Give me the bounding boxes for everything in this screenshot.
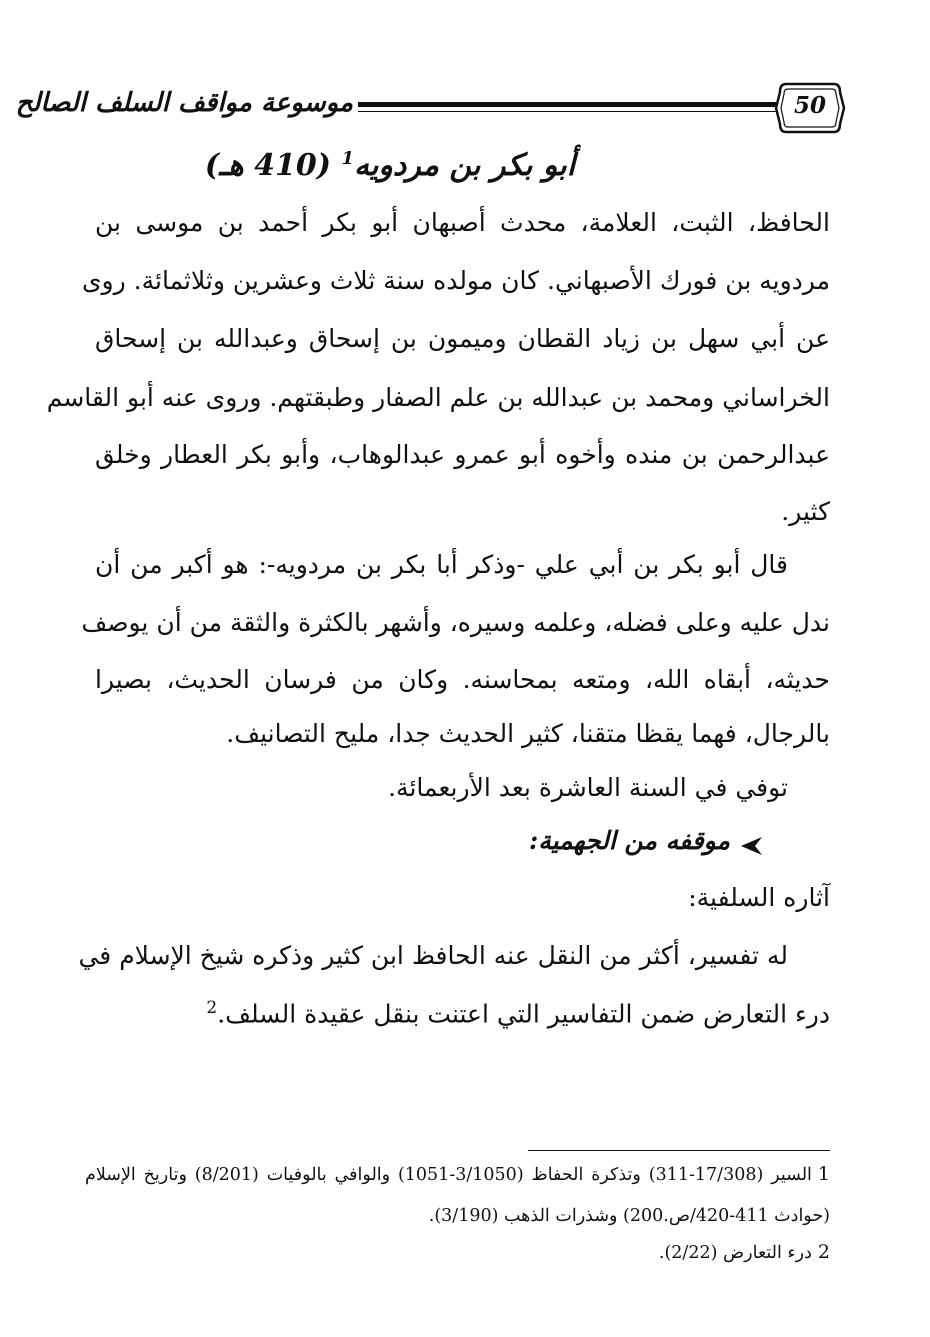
body-line: حديثه، أبقاه الله، ومتعه بمحاسنه. وكان من فرسان الحديث، بصيرا [95,665,830,694]
body-line: كثير. [781,497,830,526]
section-subheading: آثاره السلفية: [688,883,830,912]
entry-title-date: (410 هـ) [204,148,331,183]
body-line [95,999,830,1028]
entry-title [150,148,630,198]
header-rule-thick [358,102,776,107]
footnote-ref: 2 [206,998,218,1018]
body-line: بالرجال، فهما يقظا متقنا، كثير الحديث جدا، مليح التصانيف. [226,719,830,748]
title-footnote-ref: 1 [341,148,354,169]
footnote-continuation: (حوادث 411-420/ص.200) وشذرات الذهب (3/190). [428,1206,830,1226]
body-line-text: درء التعارض ضمن التفاسير التي اعتنت بنقل عقيدة السلف. [217,999,830,1029]
page-number: 50 [793,92,826,119]
footnote-separator [528,1150,830,1151]
body-line: عن أبي سهل بن زياد القطان وميمون بن إسحاق وعبدالله بن إسحاق [95,324,830,353]
entry-title-name: أبو بكر بن مردويه [353,148,576,183]
body-line: قال أبو بكر بن أبي علي -وذكر أبا بكر بن مردويه-: هو أكبر من أن [95,550,788,579]
body-line: له تفسير، أكثر من النقل عنه الحافظ ابن كثير وذكره شيخ الإسلام في [78,941,788,970]
series-title: موسوعة مواقف السلف الصالح [15,88,353,118]
footnote-text: السير (17/308-311) وتذكرة الحفاظ (3/1050-1051) والوافي بالوفيات (8/201) وتاريخ الإسلام [85,1165,812,1185]
body-line: ندل عليه وعلى فضله، وعلمه وسيره، وأشهر بالكثرة والثقة من أن يوصف [81,608,830,637]
body-line: الخراساني ومحمد بن عبدالله بن علم الصفار وطبقتهم. وروى عنه أبو القاسم [46,383,830,412]
body-line: توفي في السنة العاشرة بعد الأربعمائة. [388,773,788,802]
arrowhead-bullet-icon [738,835,764,857]
page-number-badge [774,80,846,136]
footnote-number: 2 [817,1241,830,1263]
body-line: مردويه بن فورك الأصبهاني. كان مولده سنة ثلاث وعشرين وثلاثمائة. روى [81,266,830,295]
page-header [15,78,850,142]
footnote [85,1163,830,1186]
section-heading: موقفه من الجهمية: [529,826,730,855]
footnote [85,1241,830,1264]
footnote-number: 1 [817,1163,831,1185]
footnote-text: درء التعارض (2/22). [658,1243,812,1263]
header-rule-thin [358,111,776,112]
body-line: عبدالرحمن بن منده وأخوه أبو عمرو عبدالوهاب، وأبو بكر العطار وخلق [95,440,830,469]
body-line: الحافظ، الثبت، العلامة، محدث أصبهان أبو بكر أحمد بن موسى بن [95,208,830,237]
